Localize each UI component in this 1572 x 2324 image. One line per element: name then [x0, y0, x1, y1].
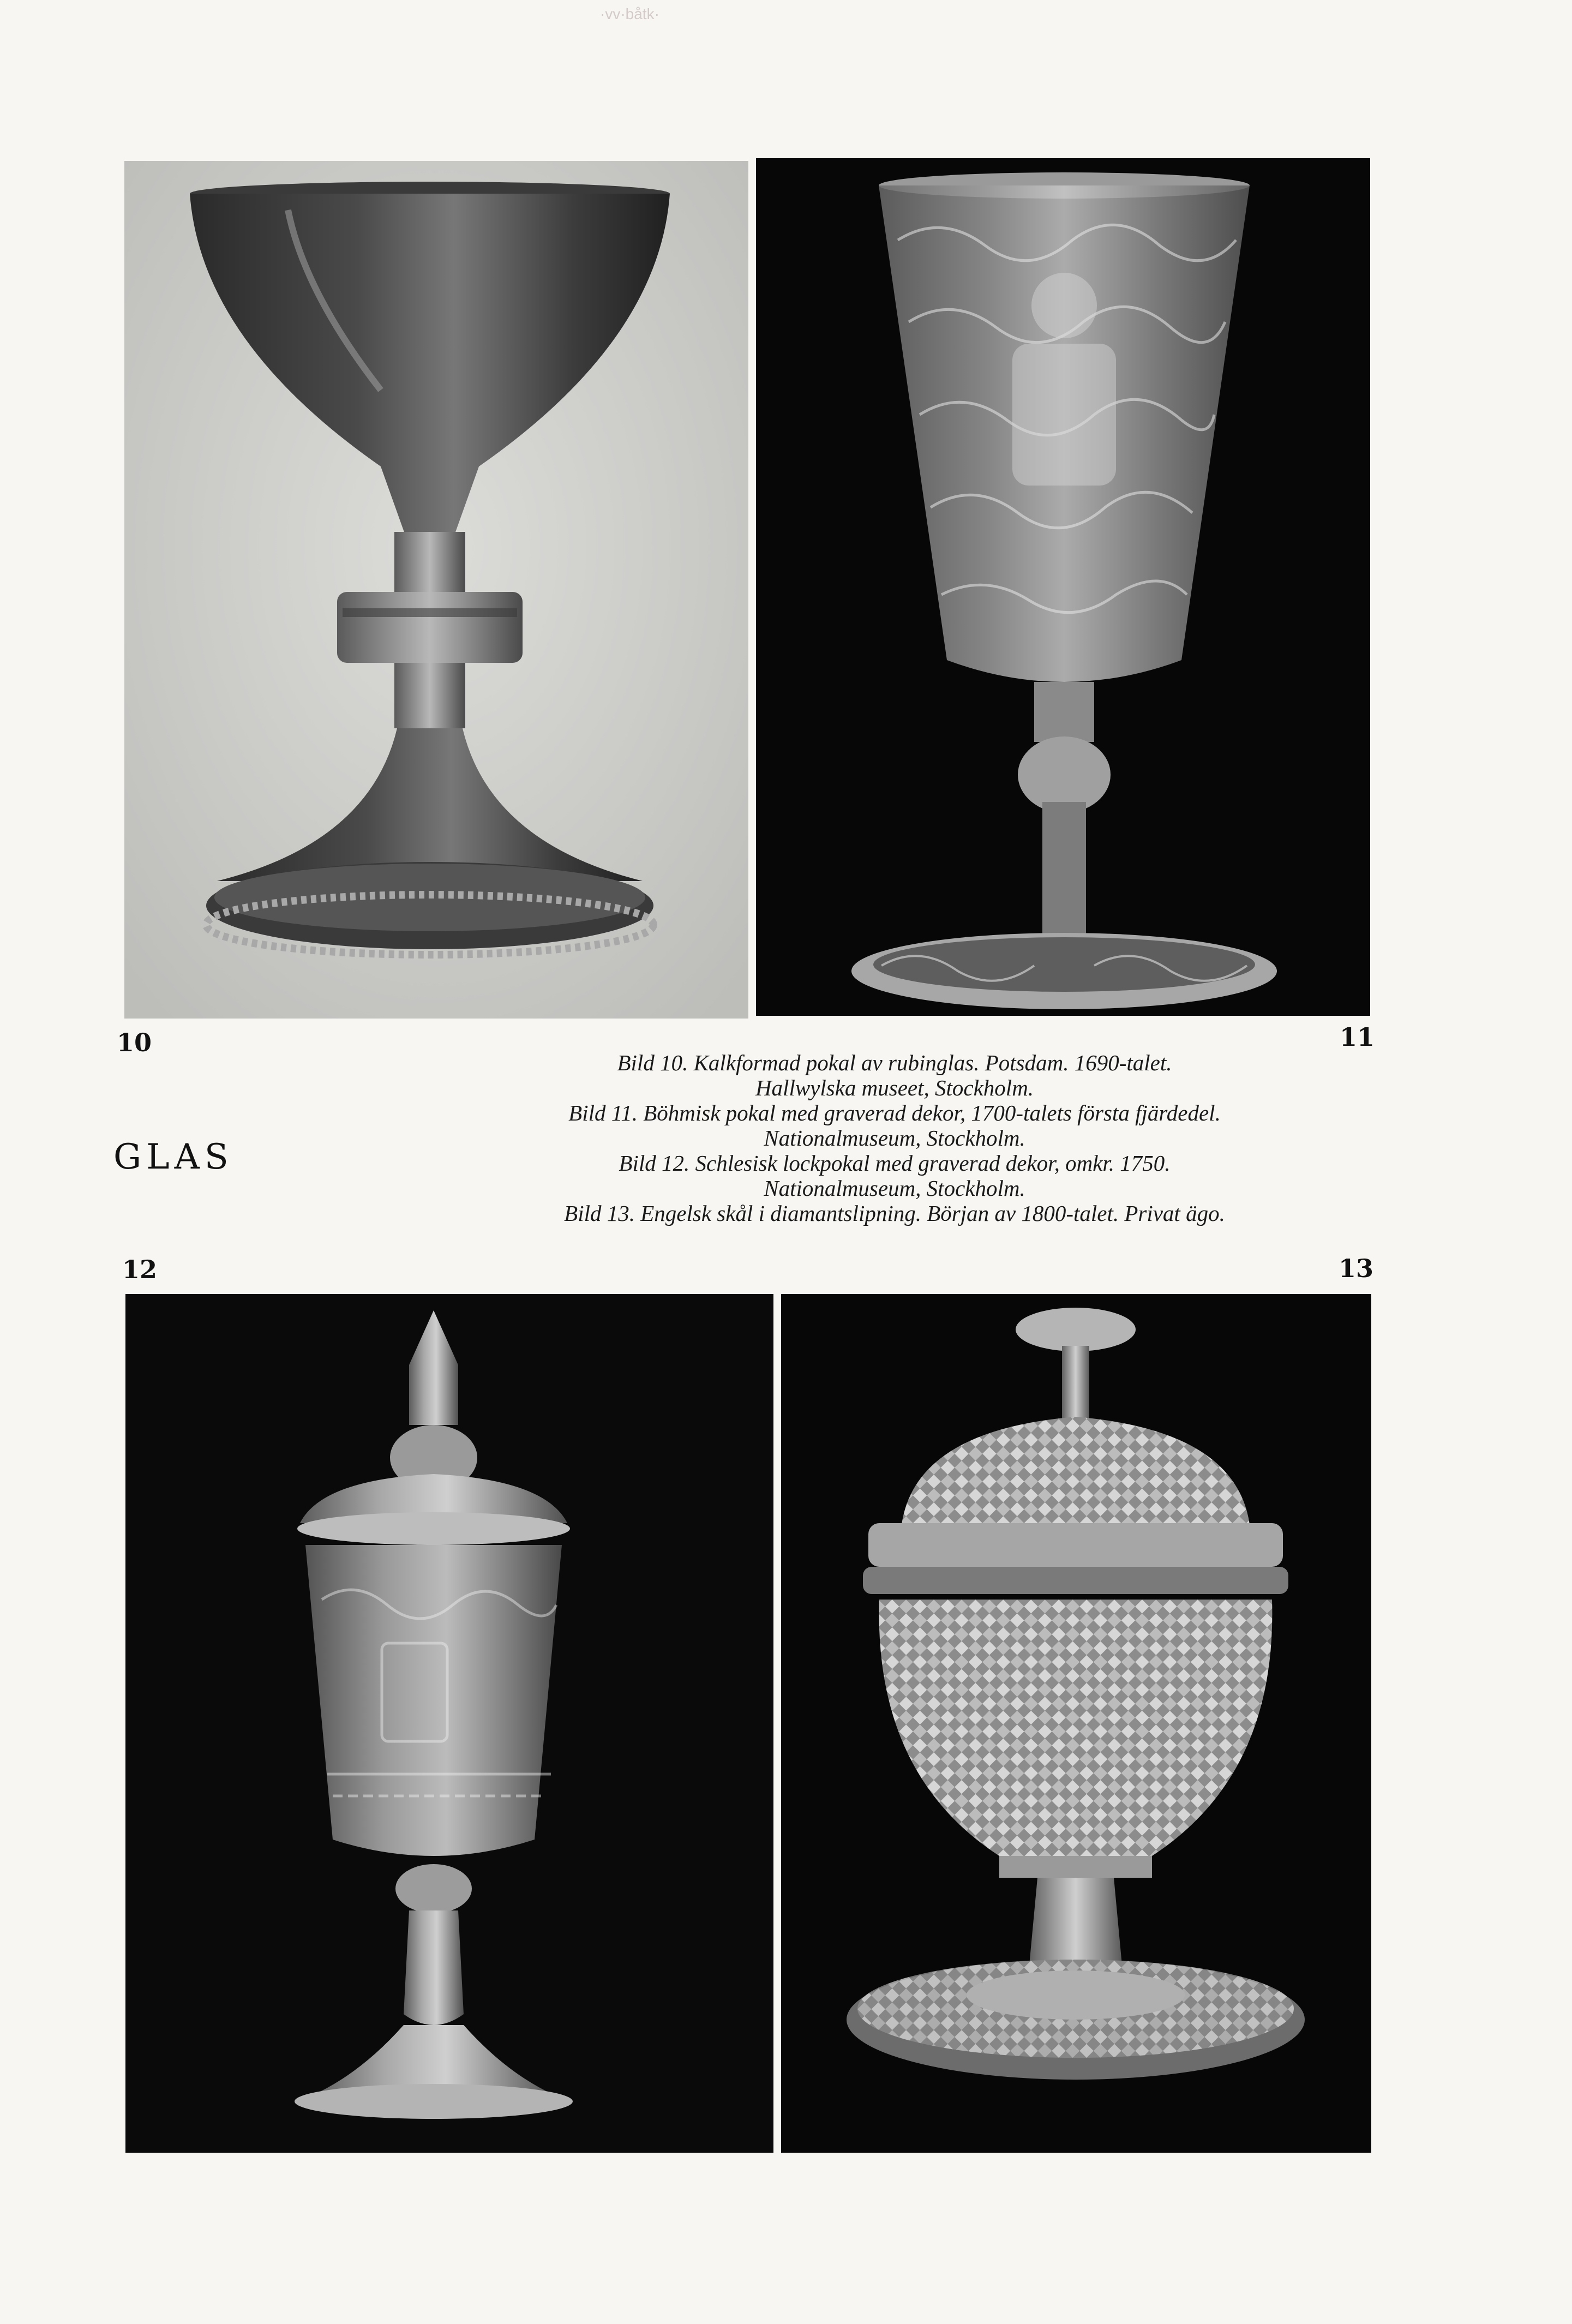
photo-plate-13: [781, 1294, 1371, 2153]
photo-plate-11: [756, 158, 1370, 1016]
figure-number-10: 10: [117, 1028, 152, 1057]
caption-12-line2: Nationalmuseum, Stockholm.: [764, 1176, 1025, 1201]
caption-11-line1: Bild 11. Böhmisk pokal med graverad dekor, 1700-talets första fjärdedel.: [568, 1100, 1221, 1125]
figure-number-13: 13: [1339, 1254, 1374, 1283]
caption-block: [447, 1050, 1342, 1226]
goblet-12-illustration: [125, 1294, 773, 2153]
bowl-13-illustration: [781, 1294, 1371, 2153]
figure-number-12: 12: [122, 1255, 158, 1284]
caption-10-line2: Hallwylska museet, Stockholm.: [755, 1075, 1034, 1100]
caption-12-line1: Bild 12. Schlesisk lockpokal med graverad dekor, omkr. 1750.: [619, 1151, 1171, 1176]
figure-number-11: 11: [1340, 1022, 1375, 1052]
caption-13-line1: Bild 13. Engelsk skål i diamantslipning. Början av 1800-talet. Privat ägo.: [564, 1201, 1225, 1226]
photo-plate-12: [125, 1294, 773, 2153]
caption-11-line2: Nationalmuseum, Stockholm.: [764, 1125, 1025, 1151]
library-stamp: ·vv·båtk·: [600, 5, 659, 22]
caption-10-line1: Bild 10. Kalkformad pokal av rubinglas. Potsdam. 1690-talet.: [617, 1050, 1172, 1075]
goblet-10-illustration: [124, 161, 748, 1019]
section-title: GLAS: [113, 1137, 233, 1177]
goblet-11-illustration: [756, 158, 1370, 1016]
photo-plate-10: [124, 161, 748, 1019]
